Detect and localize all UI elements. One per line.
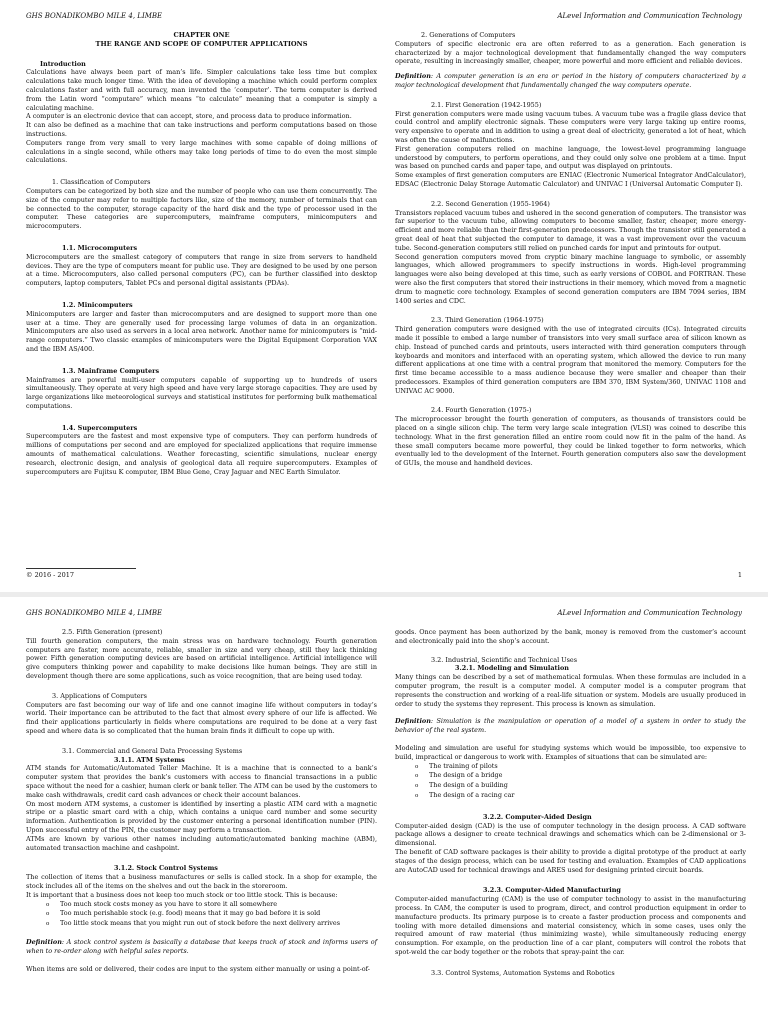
section-heading: 1.3. Mainframe Computers — [62, 366, 160, 375]
paragraph: The collection of items that a business manufactures or sells is called stock. In a shop for example, the stock includes all of the items on the shelves and out the back in the storeroom. — [26, 873, 377, 890]
paragraph: First generation computers relied on machine language, the lowest-level programming language understood by computers, to perform operations, and they could only solve one problem at a time. Input was based on punched cards and paper tape, and output was displayed on printouts. — [395, 144, 746, 171]
section-heading: Introduction — [40, 59, 86, 68]
page-number: 1 — [737, 571, 742, 579]
left-column — [26, 628, 377, 973]
definition — [395, 717, 746, 735]
document-page-2 — [0, 597, 768, 1024]
header-subject: ALevel Information and Communication Technology — [557, 609, 742, 617]
paragraph: Computer-aided manufacturing (CAM) is the use of computer technology to assist in the manufacturing process. In CAM, the computer is used to program, direct, and control production equipment in order to manufacture products. Its primary purpose is to create a faster production process and components and tooling with more detailed dimensions and material consistency, which in some cases, uses only the required amount of raw material (thus minimizing waste), while simultaneously reducing energy consumption. For example, on the production line of a car plant, computers will control the robots that spot-weld the car body together or the robots that spray-paint the car. — [395, 895, 746, 956]
chapter-title: THE RANGE AND SCOPE OF COMPUTER APPLICATIONS — [95, 39, 308, 48]
list-item: o Too much perishable stock (e.g. food) means that it may go bad before it is sold — [46, 909, 377, 919]
list-item: o Too much stock costs money as you have to store it all somewhere — [46, 900, 377, 910]
section-heading: 2.3. Third Generation (1964-1975) — [431, 316, 544, 325]
section-heading: 3.1.2. Stock Control Systems — [114, 864, 218, 873]
paragraph: A computer is an electronic device that can accept, store, and process data to produce information. — [26, 112, 352, 121]
paragraph: Transistors replaced vacuum tubes and ushered in the second generation of computers. The transistor was far superior to the vacuum tube, allowing computers to become smaller, faster, cheaper, more energy-efficient and more reliable than their first-generation predecessors. Though the transistor still generated a great deal of heat that subjected the computer to damage, it was a vast improvement over the vacuum tube. Second-generation computers still relied on punched cards for input and printouts for output. — [395, 208, 746, 252]
header-school: GHS BONADIKOMBO MILE 4, LIMBE — [26, 12, 163, 20]
definition-text: : Simulation is the manipulation or operation of a model of a system in order to study the behavior of the real system. — [395, 717, 746, 735]
section-heading: 1.4. Supercomputers — [62, 423, 138, 432]
section-heading: 3.2.3. Computer-Aided Manufacturing — [483, 886, 621, 895]
bullet-list — [26, 900, 377, 929]
paragraph: Modeling and simulation are useful for studying systems which would be impossible, too expensive to build, impractical or dangerous to work with. Examples of situations that can be simulated are: — [395, 743, 746, 761]
paragraph: goods. Once payment has been authorized by the bank, money is removed from the customer’s account and electronically paid into the shop’s account. — [395, 628, 746, 645]
section-heading: 2.2. Second Generation (1955-1964) — [431, 199, 550, 208]
page-footer — [26, 571, 742, 579]
paragraph: Computers are fast becoming our way of life and one cannot imagine life without computers in today’s world. Their importance can be attributed to the fact that almost every sphere of our life is affected. We find their applications particularly in fields where computations are required to be done at a very fast speed and where data is so complicated that the human brain finds it difficult to cope up with. — [26, 700, 377, 735]
paragraph: The benefit of CAD software packages is their ability to provide a digital prototype of the product at early stages of the design process, which can be used for testing and evaluation. Examples of CAD applications are AutoCAD used for technical drawings and ARES used for designing printed circuit boards. — [395, 847, 746, 874]
section-heading: 2.1. First Generation (1942-1955) — [431, 100, 542, 109]
paragraph: First generation computers were made using vacuum tubes. A vacuum tube was a fragile glass device that could control and amplify electronic signals. These computers were very large taking up entire rooms, very expensive to operate and in addition to using a great deal of electricity, generated a lot of heat, which was often the cause of malfunctions. — [395, 109, 746, 144]
paragraph: Supercomputers are the fastest and most expensive type of computers. They can perform hundreds of millions of computations per second and are employed for specialized applications that require immense amounts of mathematical calculations. Weather forecasting, scientific simulations, nuclear energy research, electronic design, and analysis of geological data all require supercomputers. Examples of supercomputers are Fujitsu K computer, IBM Blue Gene, Cray Jaguar and NEC Earth Simulator. — [26, 432, 377, 476]
section-heading: 3.2.2. Computer-Aided Design — [483, 812, 592, 821]
left-column — [26, 31, 377, 476]
section-heading: 2. Generations of Computers — [421, 31, 516, 39]
paragraph: The microprocessor brought the fourth generation of computers, as thousands of transistors could be placed on a single silicon chip. The term very large scale integration (VLSI) was coined to describe this technology. What in the first generation filled an entire room could now fit in the palm of the hand. As these small computers became more powerful, they could be linked together to form networks, which eventually led to the development of the Internet. Fourth generation computers also saw the development of GUIs, the mouse and handheld devices. — [395, 415, 746, 468]
paragraph: ATMs are known by various other names including automatic/automated banking machine (ABM), automated transaction machine and cashpoint. — [26, 834, 377, 852]
definition-label: Definition — [395, 717, 431, 726]
definition — [26, 938, 377, 956]
chapter-label: CHAPTER ONE — [173, 31, 230, 39]
paragraph: Computers range from very small to very large machines with some capable of doing millions of calculations in a single second, while others may take long periods of time to do even the most simple calculations. — [26, 138, 377, 165]
list-item: o The design of a bridge — [415, 771, 746, 781]
list-item: o The training of pilots — [415, 762, 746, 772]
list-item: o Too little stock means that you might run out of stock before the next delivery arrives — [46, 919, 377, 929]
paragraph: Many things can be described by a set of mathematical formulas. When these formulas are included in a computer program, the result is a computer model. A computer model is a computer program that represents the construction and working of a real-life situation or system. Models are usually produced in order to study the systems they represent. This process is known as simulation. — [395, 673, 746, 708]
list-item: o The design of a building — [415, 781, 746, 791]
section-heading: 3.2. Industrial, Scientific and Technical Uses — [431, 655, 578, 664]
section-heading: 1. Classification of Computers — [52, 178, 151, 187]
section-heading: 1.2. Minicomputers — [62, 300, 133, 309]
section-heading: 3.2.1. Modeling and Simulation — [455, 664, 569, 673]
section-heading: 3.1.1. ATM Systems — [114, 755, 185, 764]
section-heading: 3.3. Control Systems, Automation Systems and Robotics — [431, 968, 615, 977]
paragraph: Computer-aided design (CAD) is the use of computer technology in the design process. A CAD software package allows a designer to create technical drawings and schematics which can be 2-dimensional or 3-dimensional. — [395, 821, 746, 848]
paragraph: Computers can be categorized by both size and the number of people who can use them concurrently. The size of the computer may refer to multiple factors like, size of the memory, number of terminals that can be connected to the computer, storage capacity of the hard disk and the type of processor used in the computer. These categories are supercomputers, mainframe computers, minicomputers and microcomputers. — [26, 186, 377, 231]
paragraph: ATM stands for Automatic/Automated Teller Machine. It is a machine that is connected to a bank’s computer system that provides the bank’s customers with access to financial transactions in a public space without the need for a cashier, human clerk or bank teller. The ATM can be used by the customers to make cash withdrawals, credit card cash advances or check their account balances. — [26, 764, 377, 799]
footer-rule — [26, 568, 136, 569]
paragraph: Third generation computers were designed with the use of integrated circuits (ICs). Integrated circuits made it possible to embed a large number of transistors into very small surface area of silicon known as chip. Instead of punched cards and printouts, users interacted with third generation computers through keyboards and monitors and interfaced with an operating system, which allowed the device to run many different applications at one time with a central program that monitored the memory. Computers for the first time became accessible to a mass audience because they were smaller and cheaper than their predecessors. Examples of third generation computers are IBM 370, IBM System/360, UNIVAC 1108 and UNIVAC AC 9000. — [395, 325, 746, 395]
paragraph: Calculations have always been part of man’s life. Simpler calculations take less time but complex calculations take much longer time. With the idea of developing a machine which could perform complex calculations faster and with full accuracy, man invented the ‘computer’. The term computer is derived from the Latin word “computare” which means “to calculate” meaning that a computer is simply a calculating machine. — [26, 68, 377, 112]
definition-text: : A stock control system is basically a database that keeps track of stock and informs users of when to re-order along with helpful sales reports. — [26, 937, 377, 955]
paragraph: Microcomputers are the smallest category of computers that range in size from servers to handheld devices. They are the type of computers meant for public use. They are designed to be used by one person at a time. Microcomputers, also called personal computers (PC), can be further classified into desktop computers, laptop computers, Tablet PCs and personal digital assistants (PDAs). — [26, 252, 377, 288]
right-column — [395, 31, 746, 468]
section-heading: 3. Applications of Computers — [52, 691, 147, 700]
page-header — [26, 12, 742, 20]
paragraph: It can also be defined as a machine that can take instructions and perform computations based on those instructions. — [26, 121, 377, 138]
header-subject: ALevel Information and Communication Technology — [557, 12, 742, 20]
paragraph: When items are sold or delivered, their codes are input to the system either manually or using a point-of- — [26, 964, 370, 973]
section-heading: 2.5. Fifth Generation (present) — [62, 628, 163, 636]
paragraph: It is important that a business does not keep too much stock or too little stock. This is because: — [26, 890, 338, 899]
paragraph: Some examples of first generation computers are ENIAC (Electronic Numerical Integrator AndCalculator), EDSAC (Electronic Delay Storage Automatic Calculator) and UNIVAC I (Universal Automatic Computer I). — [395, 171, 746, 188]
definition-label: Definition — [395, 72, 431, 81]
section-heading: 2.4. Fourth Generation (1975-) — [431, 406, 532, 415]
definition — [395, 72, 746, 90]
header-school: GHS BONADIKOMBO MILE 4, LIMBE — [26, 609, 163, 617]
right-column — [395, 628, 746, 978]
paragraph: Second generation computers moved from cryptic binary machine language to symbolic, or assembly languages, which allowed programmers to specify instructions in words. High-level programming languages were also being developed at this time, such as early versions of COBOL and FORTRAN. These were also the first computers that stored their instructions in their memory, which moved from a magnetic drum to magnetic core technology. Examples of second generation computers are IBM 7094 series, IBM 1400 series and CDC. — [395, 252, 746, 305]
definition-text: : A computer generation is an era or period in the history of computers characterized by a major technological development that fundamentally changed the way computers operate. — [395, 72, 746, 89]
paragraph: Minicomputers are larger and faster than microcomputers and are designed to support more than one user at a time. They are generally used for processing large volumes of data in an organization. Minicomputers are also used as servers in a local area network. Another name for minicomputers is “mid-range computers.” Two classic examples of minicomputers were the Digital Equipment Corporation VAX and the IBM AS/400. — [26, 309, 377, 353]
bullet-list — [395, 762, 746, 801]
paragraph: Mainframes are powerful multi-user computers capable of supporting up to hundreds of users simultaneously. They operate at very high speed and have very large storage capacities. They are used by large organizations like meteorological surveys and statistical institutes for performing bulk mathematical computations. — [26, 375, 377, 410]
list-item: o The design of a racing car — [415, 791, 746, 801]
definition-label: Definition — [26, 937, 62, 946]
paragraph: Till fourth generation computers, the main stress was on hardware technology. Fourth generation computers are faster, more accurate, reliable, smaller in size and very cheap, still they lack thinking power. Fifth generation computing devices are based on artificial intelligence. Artificial intelligence will give computers thinking power and capability to make decisions like human beings. They are still in development though there are some applications, such as voice recognition, that are being used today. — [26, 636, 377, 680]
section-heading: 3.1. Commercial and General Data Processing Systems — [62, 746, 243, 755]
section-heading: 1.1. Microcomputers — [62, 243, 138, 252]
footer-copyright: © 2016 - 2017 — [26, 571, 74, 579]
page-header — [26, 609, 742, 617]
paragraph: On most modern ATM systems, a customer is identified by inserting a plastic ATM card with a magnetic stripe or a plastic smart card with a chip, which contains a unique card number and some security information. Authentication is provided by the customer entering a personal identification number (PIN). Upon successful entry of the PIN, the customer may perform a transaction. — [26, 799, 377, 834]
paragraph: Computers of specific electronic era are often referred to as a generation. Each generation is characterized by a major technological development that fundamentally changed the way computers operate, resulting in increasingly smaller, cheaper, more powerful and more efficient and reliable devices. — [395, 39, 746, 66]
